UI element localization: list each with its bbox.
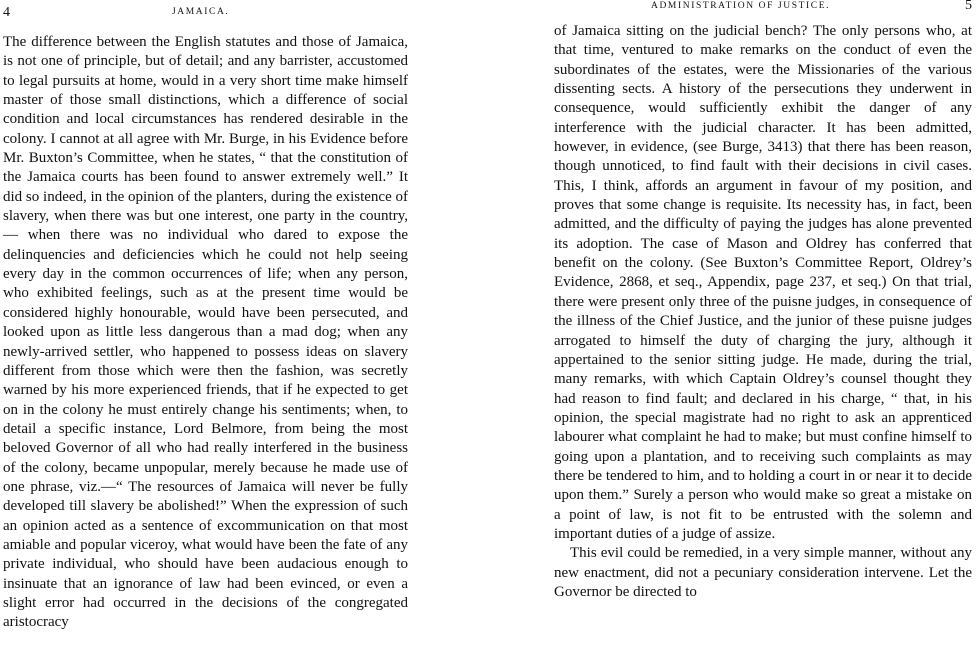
left-running-title: JAMAICA. xyxy=(172,7,230,17)
left-running-head xyxy=(0,5,420,23)
left-paragraph-1: The difference between the English statutes and those of Jamaica, is not one of principle, but of detail; and any barrister, accustomed to legal pursuits at home, would in a very short time make himself master of those small distinctions, which a difference of social condition and local circumstances has rendered desirable in the colony. I cannot at all agree with Mr. Burge, in his Evidence before Mr. Buxton’s Committee, when he states, “ that the constitution of the Jamaica courts has been found to answer extremely well.” It did so indeed, in the opinion of the planters, during the existence of slavery, when there was but one interest, one party in the country,— when there was no individual who dared to expose the delinquencies and deficiencies which he could not help seeing every day in the common occurrences of life; when any person, who exhibited feelings, such as at the present time would be considered highly honourable, would have been persecuted, and looked upon as little less dangerous than a mad dog; when any newly-arrived settler, who happened to possess ideas on slavery different from those which were then the fashion, was secretly warned by his more experienced friends, that if he expected to get on in the colony he must entirely change his sentiments; when, to detail a specific instance, Lord Belmore, from being the most beloved Governor of all who had really interfered in the business of the colony, became unpopular, merely because he made use of one phrase, viz.—“ The resources of Jamaica will never be fully developed till slavery be abolished!” When the expression of such an opinion acted as a sentence of excommunication on that most amiable and popular viceroy, what would have been the fate of any private individual, who should have been audacious enough to insinuate that an ignorance of law had been evinced, or even a slight error had occurred in the decisions of the congregated aristocracy xyxy=(3,34,408,631)
right-body-text xyxy=(554,22,972,602)
right-running-head xyxy=(548,0,980,23)
right-page-number: 5 xyxy=(965,0,972,13)
right-running-title: ADMINISTRATION OF JUSTICE. xyxy=(651,1,831,11)
left-page-number: 4 xyxy=(3,5,10,20)
left-page xyxy=(0,0,420,650)
right-page xyxy=(548,0,980,650)
left-body-text xyxy=(3,33,408,633)
right-paragraph-2: This evil could be remedied, in a very simple manner, without any new enactment, did not a pecuniary consideration intervene. Let the Governor be directed to xyxy=(554,545,972,600)
page-gutter xyxy=(420,0,548,650)
right-paragraph-1: of Jamaica sitting on the judicial bench? The only persons who, at that time, ventured to make remarks on the conduct of even the subordinates of the estates, were the Missionaries of the various dissenting sects. A history of the persecutions they underwent in consequence, would sufficiently exhibit the danger of any interference with the judicial character. It has been admitted, however, in evidence, (see Burge, 3413) that there has been reason, though unnoticed, to find fault with their decisions in civil cases. This, I think, affords an argument in favour of my position, and proves that some change is requisite. Its necessity has, in fact, been admitted, and the difficulty of paying the judges has alone prevented its adoption. The case of Mason and Oldrey has conferred that benefit on the colony. (See Buxton’s Committee Report, Oldrey’s Evidence, 2868, et seq., Appendix, page 237, et seq.) On that trial, there were present only three of the puisne judges, in consequence of the illness of the Chief Justice, and the junior of these puisne judges arrogated to himself the duty of charging the jury, although it appertained to the senior sitting judge. He made, during the trial, many remarks, with which Captain Oldrey’s counsel thought they had reason to find fault; and declared in his charge, “ that, in his opinion, the special magistrate had no right to ask an apprenticed labourer what complaint he had to make; but must confine himself to going upon a plantation, and to receiving such complaints as may there be tendered to him, and to holding a court in or near it to decide upon them.” Surely a person who would make so great a mistake on a point of law, is not fit to be entrusted with the solemn and important duties of a judge of assize. xyxy=(554,23,972,542)
